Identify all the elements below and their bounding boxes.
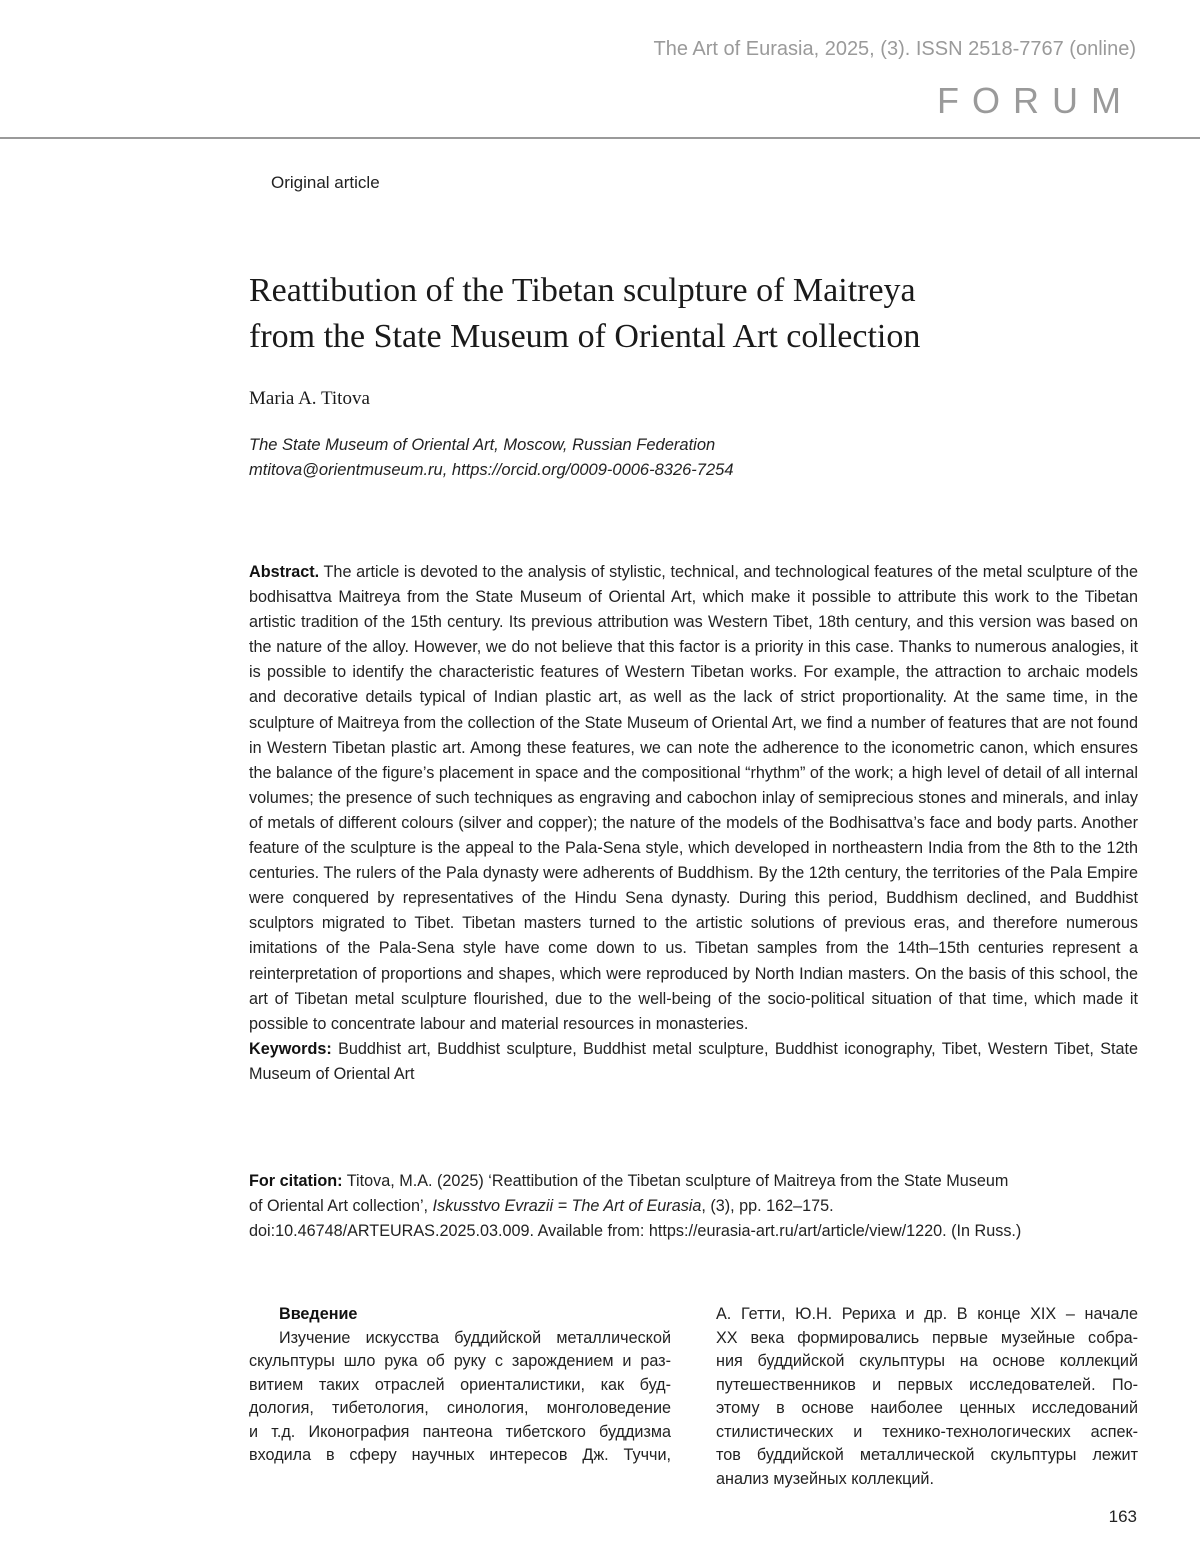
citation-text-2: of Oriental Art collection’, bbox=[249, 1197, 433, 1216]
abstract-text: The article is devoted to the analysis of stylistic, technical, and technological features of the metal sculpture of the bodhisattva Maitreya from the State Museum of Oriental Art, which make it possible to attribute this work to the Tibetan artistic tradition of the 15th century. Its previous attribution was Western Tibet, 18th century, and this version was based on the nature of the alloy. However, we do not believe that this factor is a priority in this case. Thanks to numerous analogies, it is possible to identify the characteristic features of Western Tibetan works. For example, the attraction to archaic models and decorative details typical of Indian plastic art, as well as the lack of strict proportionality. At the same time, in the sculpture of Maitreya from the collection of the State Museum of Oriental Art, we find a number of features that are not found in Western Tibetan plastic art. Among these features, we can note the adherence to the iconometric canon, which ensures the balance of the figure’s placement in space and the compositional “rhythm” of the work; a high level of detail of all internal volumes; the presence of such techniques as engraving and cabochon inlay of semiprecious stones and minerals, and inlay of metals of different colours (silver and copper); the nature of the models of the Bodhisattva’s face and body parts. Another feature of the sculpture is the appeal to the Pala-Sena style, which developed in northeastern India from the 8th to the 12th centuries. The rulers of the Pala dynasty were adherents of Buddhism. By the 12th century, the territories of the Pala Empire were conquered by representatives of the Hindu Sena dynasty. During this period, Buddhism declined, and Buddhist sculptors migrated to Tibet. Tibetan masters turned to the artistic solutions of previous eras, and therefore numerous imitations of the Pala-Sena style have come down to us. Tibetan samples from the 14th–15th centuries represent a reinterpretation of proportions and shapes, which were reproduced by North Indian masters. On the basis of this school, the art of Tibetan metal sculpture flourished, due to the well-being of the socio-political situation of that time, which made it possible to concentrate labour and material resources in monasteries. bbox=[249, 563, 1138, 1033]
citation-doi: doi:10.46748/ARTEURAS.2025.03.009. Available from: https://eurasia-art.ru/art/article/view/1220. (In Russ.) bbox=[249, 1222, 1022, 1241]
header-divider bbox=[0, 137, 1200, 139]
abstract-paragraph bbox=[249, 560, 1138, 1037]
author-contact: mtitova@orientmuseum.ru, https://orcid.org/0009-0006-8326-7254 bbox=[249, 461, 734, 479]
keywords-paragraph bbox=[249, 1037, 1138, 1087]
citation-text-3: , (3), pp. 162–175. bbox=[701, 1197, 834, 1216]
body-line: витием таких отраслей ориенталистики, как буд- bbox=[249, 1375, 671, 1394]
section-label: FORUM bbox=[937, 80, 1134, 121]
citation-label: For citation: bbox=[249, 1172, 343, 1190]
body-line: ния буддийской скульптуры на основе коллекций bbox=[716, 1352, 1138, 1370]
body-line: Изучение искусства буддийской металлической bbox=[279, 1328, 671, 1347]
body-column-right bbox=[716, 1303, 1138, 1491]
body-line: стилистических и технико-технологических аспек- bbox=[716, 1422, 1138, 1441]
keywords-label: Keywords: bbox=[249, 1039, 332, 1058]
body-line: дология, тибетология, синология, монголоведение bbox=[249, 1399, 671, 1417]
abstract-label: Abstract. bbox=[249, 563, 320, 581]
article-type: Original article bbox=[271, 173, 380, 192]
body-line: анализ музейных коллекций. bbox=[716, 1469, 934, 1488]
citation-text-1: Titova, M.A. (2025) ‘Reattibution of the Tibetan sculpture of Maitreya from the State Museum bbox=[346, 1172, 1009, 1190]
article-title bbox=[249, 268, 1069, 360]
citation-block bbox=[249, 1169, 1138, 1244]
body-line: скульптуры шло рука об руку с зарождением и раз- bbox=[249, 1352, 671, 1370]
title-line-1: Reattibution of the Tibetan sculpture of Maitreya bbox=[249, 272, 916, 309]
body-line: XX века формировались первые музейные собра- bbox=[716, 1328, 1138, 1347]
author-affiliation bbox=[249, 433, 1139, 483]
body-column-left bbox=[249, 1303, 671, 1468]
section-heading: Введение bbox=[279, 1305, 358, 1323]
citation-line bbox=[249, 1169, 1138, 1194]
abstract-block bbox=[249, 560, 1138, 1087]
page-number: 163 bbox=[1108, 1507, 1137, 1526]
body-line: А. Гетти, Ю.Н. Рериха и др. В конце XIX – начале bbox=[716, 1305, 1138, 1323]
journal-info: The Art of Eurasia, 2025, (3). ISSN 2518-7767 (online) bbox=[653, 38, 1136, 60]
body-line: этому в основе наиболее ценных исследований bbox=[716, 1399, 1138, 1417]
title-line-2: from the State Museum of Oriental Art collection bbox=[249, 318, 921, 355]
keywords-text: Buddhist art, Buddhist sculpture, Buddhist metal sculpture, Buddhist iconography, Tibet, Western Tibet, State Museum of Oriental Art bbox=[249, 1039, 1138, 1083]
body-line: тов буддийской металлической скульптуры лежит bbox=[716, 1446, 1138, 1464]
body-line: и т.д. Иконография пантеона тибетского буддизма bbox=[249, 1422, 671, 1441]
body-line: путешественников и первых исследователей. По- bbox=[716, 1375, 1138, 1394]
body-line: входила в сферу научных интересов Дж. Туччи, bbox=[249, 1446, 671, 1464]
affiliation-text: The State Museum of Oriental Art, Moscow, Russian Federation bbox=[249, 436, 716, 454]
citation-line bbox=[249, 1194, 1138, 1219]
author-name: Maria A. Titova bbox=[249, 388, 370, 409]
citation-journal: Iskusstvo Evrazii = The Art of Eurasia bbox=[432, 1197, 702, 1216]
